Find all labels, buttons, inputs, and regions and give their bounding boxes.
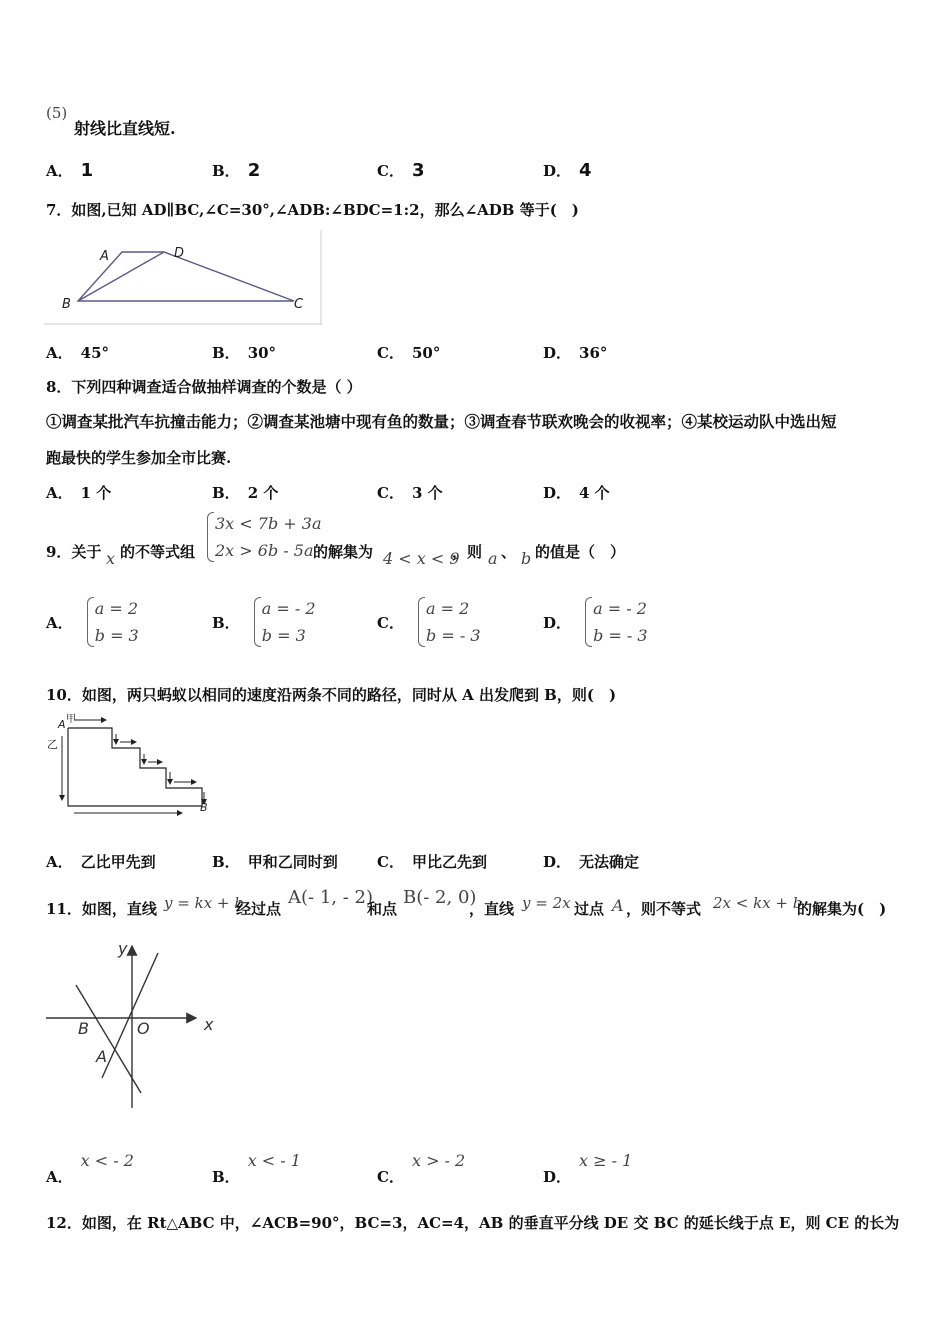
option-b[interactable]: B． a = - 2 b = 3 [212,599,316,645]
option-d[interactable]: D． 4 [543,160,592,181]
option-b[interactable]: B． 2 个 [212,484,279,502]
left-brace [207,512,214,562]
point-a: A(- 1, - 2) [288,887,373,908]
option-a[interactable]: A． a = 2 b = 3 [46,599,139,645]
line-kx-b: y = kx + b [164,894,244,912]
option-c[interactable]: C．x > - 2 [377,1151,466,1186]
q11-mid2: 和点 [367,900,398,918]
q12-stem: 12．如图，在 Rt△ABC 中，∠ACB=90°，BC=3，AC=4，AB 的垂直平分线 DE 交 BC 的延长线于点 E，则 CE 的长为 [46,1214,900,1232]
label-d: D [174,246,185,261]
q11-mid4: 过点 [574,900,605,918]
q11-mid1: 经过点 [236,900,282,918]
q9-mid1: 的不等式组 [120,543,196,561]
origin-label: O [137,1019,150,1038]
option-a[interactable]: A． 1 个 [46,484,112,502]
axis-label-y: y [118,939,128,958]
q11-prefix: 11．如图，直线 [46,900,157,918]
label-jia: 甲 [66,714,76,725]
label-a: A [58,718,66,731]
q8-body-line1: ①调查某批汽车抗撞击能力；②调查某池塘中现有鱼的数量；③调查春节联欢晚会的收视率；④某校运动队中选出短 [46,412,837,431]
separator: 、 [501,543,517,561]
trapezoid-figure [44,230,324,326]
inequality-system: 3x < 7b + 3a 2x > 6b - 5a [206,510,322,564]
staircase-figure [44,712,219,820]
q11-suffix: 的解集为( ) [797,900,887,918]
q9-suffix: 的值是（ ） [535,543,626,561]
q9-mid3: ，则 [452,543,483,561]
option-c[interactable]: C． 50° [377,344,441,362]
axis-label-x: x [204,1015,214,1034]
q7-stem: 7．如图,已知 AD∥BC,∠C=30°,∠ADB:∠BDC=1:2，那么∠ADB 等于( ) [46,201,579,219]
point-b: B(- 2, 0) [403,887,477,908]
line-kx-plus-b [76,985,141,1093]
point-a-ref: A [612,896,624,915]
option-d[interactable]: D． 无法确定 [543,853,640,871]
var-b: b [521,549,532,568]
point-a-label: A [96,1047,107,1066]
option-b[interactable]: B． 30° [212,344,277,362]
option-a[interactable]: A． 1 [46,160,94,181]
label-b: B [62,297,71,312]
q9-mid2: 的解集为 [313,543,374,561]
label-a: A [100,249,109,264]
option-a[interactable]: A．x < - 2 [46,1151,134,1186]
var-x: x [106,549,116,568]
inequality: 2x < kx + b [713,894,803,912]
option-a[interactable]: A． 45° [46,344,110,362]
q8-body-line2: 跑最快的学生参加全市比赛. [46,449,232,467]
line-2x: y = 2x [522,894,571,912]
option-c[interactable]: C． 3 [377,160,425,181]
option-b[interactable]: B． 2 [212,160,261,181]
option-d[interactable]: D． 36° [543,344,608,362]
q9-prefix: 9．关于 [46,543,102,561]
q11-mid3: ，直线 [469,900,515,918]
q10-stem: 10．如图，两只蚂蚁以相同的速度沿两条不同的路径，同时从 A 出发爬到 B，则( ) [46,686,617,704]
coordinate-graph [44,938,214,1113]
q8-stem: 8．下列四种调查适合做抽样调查的个数是（ ） [46,378,362,396]
option-d[interactable]: D．x ≥ - 1 [543,1151,633,1186]
option-a[interactable]: A． 乙比甲先到 [46,853,156,871]
solution-set: 4 < x < 9 [383,549,460,568]
item-number: (5) [46,104,68,122]
option-c[interactable]: C． 甲比乙先到 [377,853,487,871]
option-d[interactable]: D． a = - 2 b = - 3 [543,599,648,645]
option-c[interactable]: C． a = 2 b = - 3 [377,599,481,645]
option-d[interactable]: D． 4 个 [543,484,610,502]
label-yi: 乙 [47,738,58,751]
point-b-label: B [78,1019,89,1038]
label-b: B [200,801,208,814]
var-a: a [488,549,498,568]
option-c[interactable]: C． 3 个 [377,484,443,502]
option-b[interactable]: B．x < - 1 [212,1151,301,1186]
label-c: C [294,297,304,312]
q11-mid5: ，则不等式 [626,900,702,918]
line-y-2x [102,953,158,1078]
statement-text: 射线比直线短. [74,119,176,138]
option-b[interactable]: B． 甲和乙同时到 [212,853,338,871]
